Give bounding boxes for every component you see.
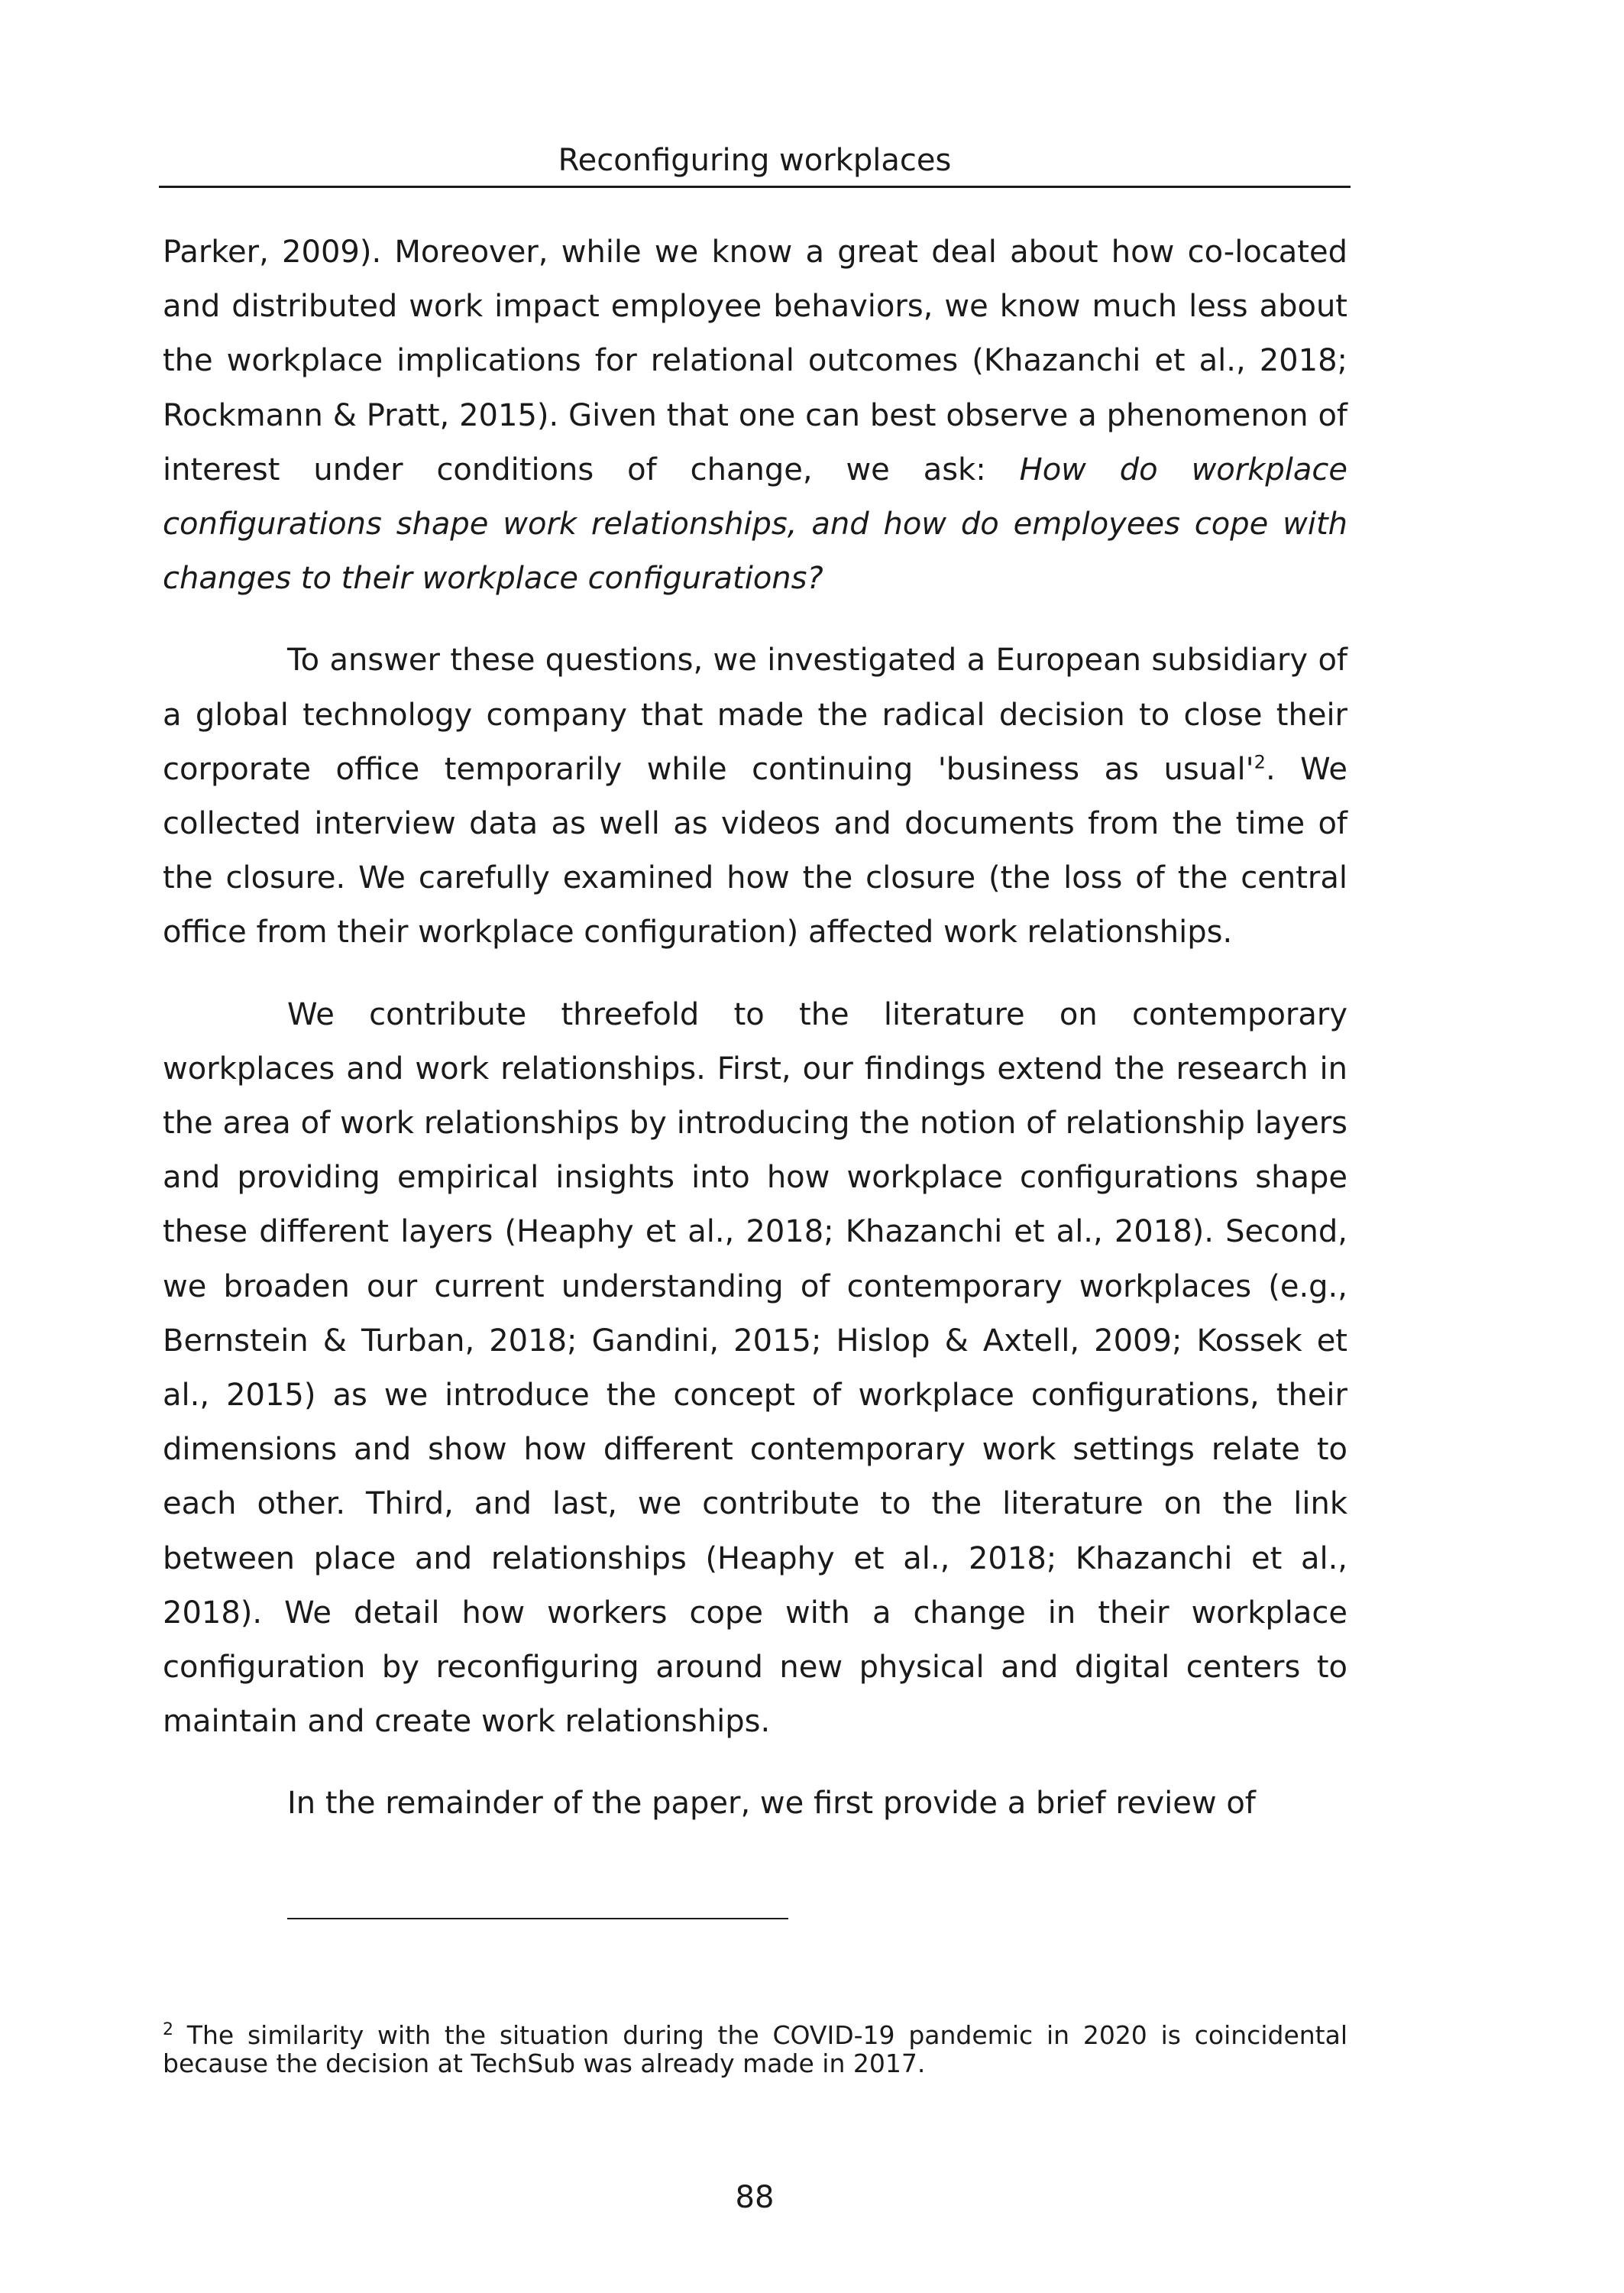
paragraph-3: We contribute threefold to the literature on contemporary workplaces and work relationships. First, our findings extend the research in the area of work relationships by introducing the notion of relationship layers and providing empirical insights into how workplace configurations shape these different layers (Heaphy et al., 2018; Khazanchi et al., 2018). Second, we broaden our current understanding of contemporary workplaces (e.g., Bernstein & Turban, 2018; Gandini, 2015; Hislop & Axtell, 2009; Kossek et al., 2015) as we introduce the concept of workplace configurations, their dimensions and show how different contemporary work settings relate to each other. Third, and last, we contribute to the literature on the link between place and relationships (Heaphy et al., 2018; Khazanchi et al., 2018). We detail how workers cope with a change in their workplace configuration by reconfiguring around new physical and digital centers to maintain and create work relationships.	[163, 996, 1347, 1740]
header-rule	[159, 186, 1351, 188]
footnote-number: 2	[163, 2020, 173, 2039]
footnote-reference[interactable]: 2	[1254, 751, 1266, 773]
footnote	[163, 2021, 1347, 2078]
footnote-text: The similarity with the situation during the COVID-19 pandemic in 2020 is coincidental because the decision at TechSub was already made in 2017.	[163, 2020, 1347, 2078]
page-number: 88	[735, 2180, 775, 2215]
footnote-rule	[287, 1918, 788, 1919]
running-header: Reconfiguring workplaces	[558, 143, 952, 178]
paragraph-1	[163, 225, 1347, 606]
paragraph-2-text-after: . We collected interview data as well as videos and documents from the time of the closure. We carefully examined how the closure (the loss of the central office from their workplace configuration) affected work relationships.	[163, 751, 1347, 951]
paragraph-1-text: Parker, 2009). Moreover, while we know a great deal about how co-located and distributed work impact employee behaviors, we know much less about the workplace implications for relational outcomes (Khazanchi et al., 2018; Rockmann & Pratt, 2015). Given that one can best observe a phenomenon of interest under conditions of change, we ask:	[163, 235, 1347, 487]
paragraph-2-text-before: To answer these questions, we investigated a European subsidiary of a global technology company that made the radical decision to close their corporate office temporarily while continuing 'business as usual'	[163, 643, 1347, 787]
paragraph-4: In the remainder of the paper, we first provide a brief review of	[287, 1786, 1256, 1822]
body-text	[163, 225, 1347, 1859]
paragraph-2	[163, 633, 1347, 960]
research-question: How do workplace configurations shape work relationships, and how do employees cope with changes to their workplace configurations?	[163, 452, 1347, 597]
